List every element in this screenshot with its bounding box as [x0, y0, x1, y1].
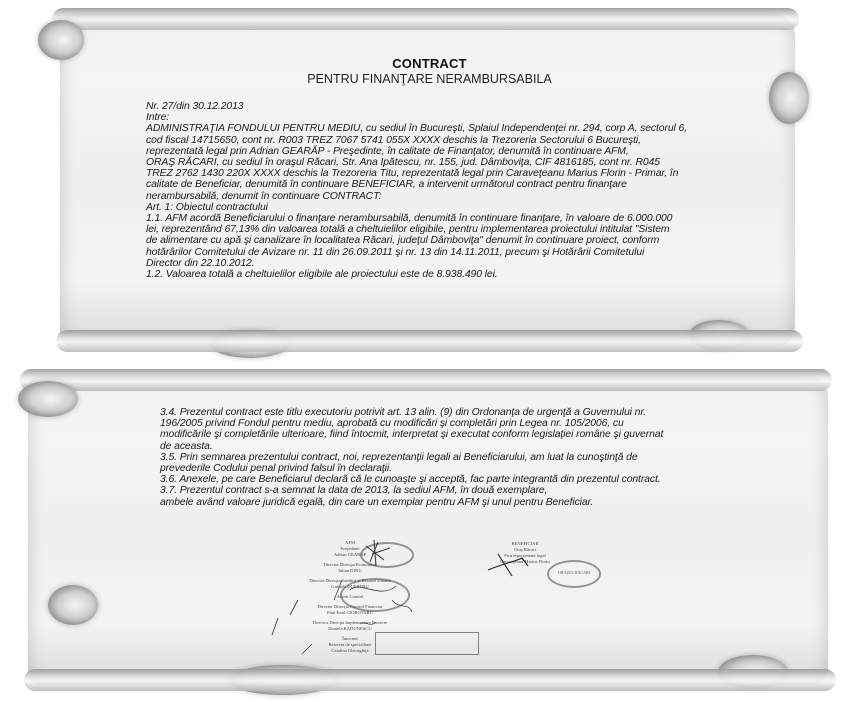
signature-line: Director Direcţia Economică — [323, 562, 377, 567]
stamp-text: ORAŞUL RĂCARI — [558, 570, 590, 575]
signature-line: Director Direcţia Juridică şi Resurse Umane — [309, 578, 391, 583]
signature-scribble-left — [270, 540, 670, 655]
scroll-curl-top-left — [38, 20, 84, 60]
text-line: 3.7. Prezentul contract s-a semnat la data de 2013, la sediul AFM, în două exemplare, — [160, 485, 548, 497]
text-line: TREZ 2762 1430 220X XXXX deschis la Trezoreria Titu, reprezentată legal prin Caraveţeanu Marius Florin - Primar, în — [146, 168, 679, 180]
contract-text-part-1 — [146, 101, 746, 280]
signature-line: Caraveţeanu Marius Florin — [500, 559, 550, 564]
scroll-curl-bottom-left — [210, 330, 290, 358]
text-line: Director din 22.10.2012. — [146, 257, 255, 269]
signature-line: Avizat Control — [336, 594, 364, 599]
text-line: reprezentată legal prin Adrian GEARĂP - Preşedinte, în calitate de Finanţator, denumită în continuare AFM, — [146, 145, 629, 157]
text-line: de alimentare cu apă şi canalizare în localitatea Răcari, judeţul Dâmboviţa" denumit în continuare proiect, conform — [146, 235, 660, 247]
text-line: cod fiscal 14715650, cont nr. R003 TREZ 7067 5741 055X XXXX deschis la Trezoreria Sectorului 6 Bucureşti, — [146, 134, 641, 146]
text-line: nerambursabilă, denumit în continuare CONTRACT: — [146, 190, 382, 202]
scroll-curl-top-left — [18, 381, 78, 417]
article-heading: Art. 1: Obiectul contractului — [146, 201, 268, 213]
signature-line: AFM — [345, 540, 355, 545]
signature-line: Catalina Gheorghiţă — [331, 648, 369, 653]
scroll-curl-mid-left — [48, 585, 98, 625]
contract-title: CONTRACT — [392, 56, 467, 71]
signature-line: Director Direcţia Implementare Proiecte — [312, 620, 388, 625]
text-line: prevederile Codului penal privind falsul în declaraţii. — [160, 463, 392, 475]
text-line: 196/2005 privind Fondul pentru mediu, aprobată cu modificări şi completări prin Legea nr. 105/2006, cu — [160, 418, 624, 430]
signature-line: Director Direcţia Control Financiar — [317, 604, 383, 609]
signature-line: Daniela RADUNESCU — [328, 626, 372, 631]
scroll-curl-bottom-right — [718, 655, 788, 689]
contract-subtitle: PENTRU FINANŢARE NERAMBURSABILA — [307, 72, 552, 86]
text-line: hotărârilor Comitetului de Avizare nr. 11 din 26.09.2011 şi nr. 13 din 14.11.2011, precum şi Hotărârii Comitetului — [146, 246, 645, 258]
text-line: lei, reprezentând 67,13% din valoarea totală a cheltuielilor eligibile, pentru implementarea proiectului intitulat "Sistem — [146, 224, 670, 236]
scroll-curl-bottom-left — [228, 665, 338, 695]
signature-area — [270, 540, 670, 655]
text-line: modificările şi completările ulterioare, fiind întocmit, interpretat şi executat conform legislaţiei române şi guvernat — [160, 429, 664, 441]
signature-line: Gratiela DUMITRU — [331, 584, 369, 589]
signature-line: Iulian DINU — [338, 568, 362, 573]
signature-line: Oraş Răcari — [514, 547, 536, 552]
signature-line: BENEFICIAR — [511, 541, 539, 546]
text-line: ORAŞ RĂCARI, cu sediul în oraşul Răcari, Str. Ana Ipătescu, nr. 155, jud. Dâmboviţa, CIF 4816185, cont nr. R045 — [146, 157, 660, 169]
contract-number: Nr. 27/din 30.12.2013 — [146, 101, 244, 112]
contract-text-part-2 — [160, 407, 740, 508]
text-line: ambele având valoare juridică egală, din care un exemplar pentru AFM şi unul pentru Beneficiar. — [160, 496, 594, 508]
signature-line: Paul Emil CIOBOTARU — [327, 610, 373, 615]
signature-line: Adrian GEARĂP — [333, 552, 367, 557]
text-line: 1.2. Valoarea totală a cheltuielilor eligibile ale proiectului este de 8.938.490 lei. — [146, 269, 498, 281]
signature-line: Prin reprezentant legal — [504, 553, 546, 558]
text-line: de aceasta. — [160, 440, 213, 452]
text-line: calitate de Beneficiar, denumită în continuare BENEFICIAR, a intervenit următorul contract pentru finanţare — [146, 179, 627, 191]
text-line: 3.5. Prin semnarea prezentului contract, noi, reprezentanţii legali ai Beneficiarului, am luat la cunoştinţă de — [160, 451, 638, 463]
signature-line: Referent de specialitate — [328, 642, 372, 647]
signature-line: Întocmit — [342, 636, 358, 641]
text-line: 3.4. Prezentul contract este titlu executoriu potrivit art. 13 alin. (9) din Ordonanţa de urgenţă a Guvernului nr. — [160, 407, 647, 418]
text-line: 3.6. Anexele, pe care Beneficiarul declară că le cunoaşte şi acceptă, fac parte integrantă din prezentul contract. — [160, 474, 661, 486]
text-line: ADMINISTRAŢIA FONDULUI PENTRU MEDIU, cu sediul în Bucureşti, Splaiul Independenţei nr. 294, corp A, sectorul 6, — [146, 123, 687, 135]
text-line: Intre: — [146, 112, 170, 124]
signature-line: Preşedinte — [340, 546, 360, 551]
scroll-curl-bottom-right — [689, 320, 749, 350]
text-line: 1.1. AFM acordă Beneficiarului o finanţare nerambursabilă, denumită în continuare finanţare, în valoare de 6.000.000 — [146, 213, 673, 225]
